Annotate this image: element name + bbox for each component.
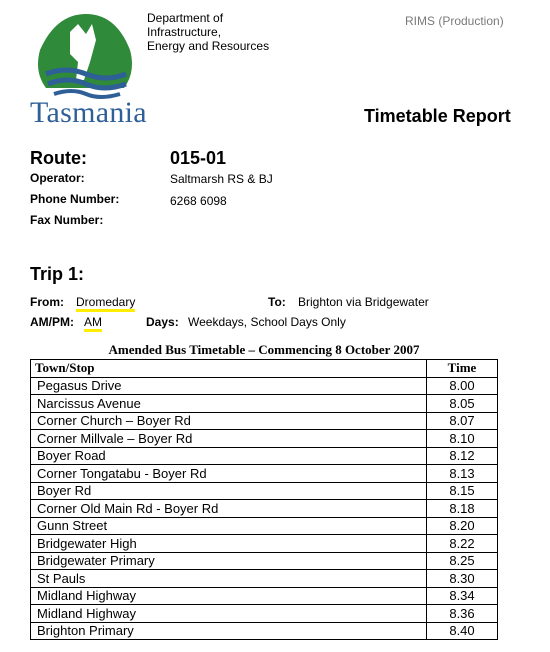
table-header-row	[31, 360, 498, 378]
logo-text: Tasmania	[30, 96, 147, 129]
time-cell: 8.40	[427, 622, 498, 640]
stop-cell: Bridgewater Primary	[31, 552, 427, 570]
stop-cell: Narcissus Avenue	[31, 395, 427, 413]
table-row	[31, 535, 498, 553]
operator-value: Saltmarsh RS & BJ	[170, 172, 273, 186]
route-label: Route:	[30, 148, 87, 168]
table-row	[31, 570, 498, 588]
table-row	[31, 395, 498, 413]
department-line: Infrastructure,	[147, 25, 222, 39]
table-row	[31, 377, 498, 395]
stop-cell: Corner Millvale – Boyer Rd	[31, 430, 427, 448]
ampm-value: AM	[84, 315, 102, 332]
department-name	[147, 11, 269, 53]
timetable	[30, 359, 498, 640]
time-cell: 8.07	[427, 412, 498, 430]
stop-cell: Gunn Street	[31, 517, 427, 535]
table-row	[31, 587, 498, 605]
stop-cell: Boyer Road	[31, 447, 427, 465]
time-cell: 8.36	[427, 605, 498, 623]
route-value: 015-01	[170, 148, 227, 168]
table-row	[31, 622, 498, 640]
time-cell: 8.00	[427, 377, 498, 395]
stop-cell: Corner Tongatabu - Boyer Rd	[31, 465, 427, 483]
time-cell: 8.15	[427, 482, 498, 500]
table-row	[31, 447, 498, 465]
report-title: Timetable Report	[364, 106, 511, 126]
time-cell: 8.13	[427, 465, 498, 483]
from-value: Dromedary	[76, 295, 135, 312]
stop-cell: Midland Highway	[31, 605, 427, 623]
time-cell: 8.22	[427, 535, 498, 553]
table-row	[31, 605, 498, 623]
table-row	[31, 465, 498, 483]
ampm-label: AM/PM:	[30, 315, 74, 329]
stop-cell: Brighton Primary	[31, 622, 427, 640]
time-cell: 8.34	[427, 587, 498, 605]
department-line: Department of	[147, 11, 224, 25]
phone-label: Phone Number:	[30, 192, 120, 206]
stop-cell: Corner Old Main Rd - Boyer Rd	[31, 500, 427, 518]
to-value: Brighton via Bridgewater	[298, 295, 429, 309]
phone-value: 6268 6098	[170, 194, 227, 208]
stop-cell: Pegasus Drive	[31, 377, 427, 395]
stop-cell: Midland Highway	[31, 587, 427, 605]
trip-title: Trip 1:	[30, 264, 85, 284]
stop-cell: Corner Church – Boyer Rd	[31, 412, 427, 430]
days-label: Days:	[146, 315, 179, 329]
system-name: RIMS (Production)	[405, 14, 504, 28]
time-cell: 8.12	[427, 447, 498, 465]
column-header-time: Time	[427, 360, 498, 378]
department-line: Energy and Resources	[147, 39, 270, 53]
time-cell: 8.25	[427, 552, 498, 570]
table-row	[31, 500, 498, 518]
operator-label: Operator:	[30, 171, 85, 185]
column-header-stop: Town/Stop	[31, 360, 427, 378]
stop-cell: Bridgewater High	[31, 535, 427, 553]
time-cell: 8.10	[427, 430, 498, 448]
table-row	[31, 430, 498, 448]
time-cell: 8.05	[427, 395, 498, 413]
timetable-title: Amended Bus Timetable – Commencing 8 October 2007	[108, 342, 420, 357]
time-cell: 8.20	[427, 517, 498, 535]
time-cell: 8.30	[427, 570, 498, 588]
to-label: To:	[268, 295, 286, 309]
from-label: From:	[30, 295, 64, 309]
days-value: Weekdays, School Days Only	[188, 315, 346, 329]
time-cell: 8.18	[427, 500, 498, 518]
fax-label: Fax Number:	[30, 213, 104, 227]
stop-cell: St Pauls	[31, 570, 427, 588]
table-row	[31, 482, 498, 500]
table-row	[31, 412, 498, 430]
table-row	[31, 517, 498, 535]
stop-cell: Boyer Rd	[31, 482, 427, 500]
table-row	[31, 552, 498, 570]
